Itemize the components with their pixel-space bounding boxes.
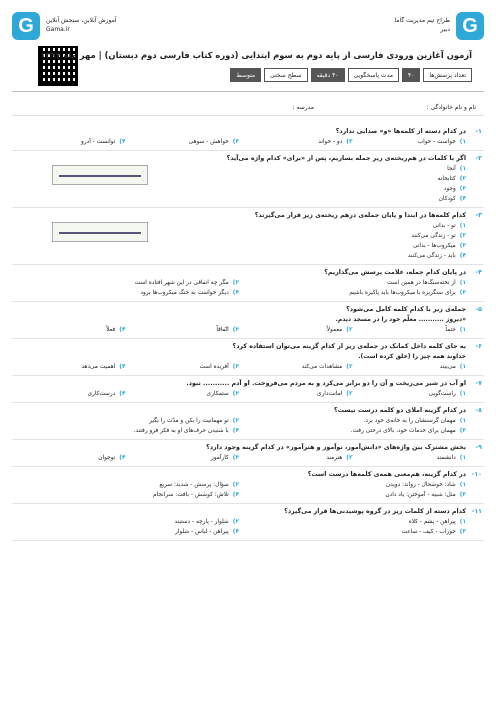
option-text: مهمان گرسنشان را به خانه‌ی خود برد. — [363, 418, 456, 424]
question-item — [12, 124, 484, 151]
option-text: آنجا — [447, 166, 456, 172]
answer-option[interactable] — [12, 194, 466, 204]
answer-option[interactable] — [12, 251, 466, 261]
question-text: بخش مشترک بین واژه‌های «دانش‌آموز، نوآموز و هنرآموز» در کدام گزینه وجود دارد؟ — [206, 444, 466, 451]
question-header — [12, 305, 484, 315]
question-item — [12, 504, 484, 541]
option-number: ۳) — [232, 455, 239, 461]
option-text: باید - زندگی می‌کنند — [407, 253, 456, 259]
option-number: ۱) — [459, 166, 466, 172]
meta-chip: سطح سختی — [264, 68, 307, 82]
answer-options — [12, 480, 484, 500]
option-number: ۳) — [232, 327, 239, 333]
option-text: تو مهمانیت را بکن و مدّت را بگیر — [149, 418, 229, 424]
question-number: ۳- — [475, 212, 482, 219]
option-number: ۴) — [119, 139, 126, 145]
answer-option[interactable] — [239, 389, 353, 399]
answer-option[interactable] — [12, 288, 239, 298]
question-text: اگر با کلمات در هم‌ریخته‌ی زیر جمله بسازیم، پس از «برای» کدام واژه می‌آید؟ — [226, 155, 466, 162]
option-number: ۱) — [459, 455, 466, 461]
option-text: معمولاً — [326, 327, 343, 333]
option-number: ۲) — [232, 280, 239, 286]
exam-header — [12, 10, 484, 92]
option-text: توانست - آدرو — [81, 139, 116, 145]
question-item — [12, 339, 484, 376]
answer-option[interactable] — [126, 137, 240, 147]
question-text: در کدام گزینه املای دو کلمه درست نیست؟ — [333, 407, 466, 414]
meta-chip: تعداد پرسش‌ها — [423, 68, 472, 82]
question-item — [12, 302, 484, 339]
answer-option[interactable] — [12, 362, 126, 372]
scrambled-words-image — [52, 165, 148, 185]
question-header — [12, 470, 484, 480]
answer-option[interactable] — [353, 453, 467, 463]
option-text: هنرمند — [326, 455, 343, 461]
option-text: شاد: خوشحال - رواند: دویدن — [385, 482, 456, 488]
option-text: پیراهن - لباس - شلوار — [175, 529, 229, 535]
answer-option[interactable] — [353, 325, 467, 335]
question-text: در کدام دسته از کلمه‌ها «و» صدایی ندارد؟ — [335, 128, 466, 135]
question-number: ۶- — [475, 343, 482, 350]
option-text: امانت‌داری — [316, 391, 343, 397]
option-number: ۴) — [232, 529, 239, 535]
option-number: ۲) — [459, 233, 466, 239]
option-text: دو - خواند — [318, 139, 343, 145]
question-text: جمله‌ی زیر با کدام کلمه کامل می‌شود؟ — [346, 306, 466, 313]
question-header — [12, 379, 484, 389]
option-number: ۴) — [119, 391, 126, 397]
answer-option[interactable] — [239, 325, 353, 335]
site-info-right — [395, 16, 450, 34]
option-number: ۳) — [232, 364, 239, 370]
question-header — [12, 443, 484, 453]
school-label: مدرسه : — [292, 104, 314, 111]
exam-title: آزمون آغازین ورودی فارسی از پایه دوم به سوم ابتدایی (دوره کتاب فارسی دوم دبستان) | مهر ماه ۱۳۹۷ — [40, 50, 472, 60]
answer-option[interactable] — [239, 480, 466, 490]
answer-option[interactable] — [126, 453, 240, 463]
question-header — [12, 507, 484, 517]
option-number: ۳) — [459, 290, 466, 296]
option-text: مگر چه اتفاقی در این شهر افتاده است — [134, 280, 229, 286]
answer-option[interactable] — [239, 137, 353, 147]
answer-options — [12, 517, 484, 537]
question-item — [12, 265, 484, 302]
option-number: ۱) — [459, 519, 466, 525]
question-text: در پایان کدام جمله، علامت پرسش می‌گذاریم؟ — [324, 269, 466, 276]
option-text: دانشمند — [436, 455, 456, 461]
option-number: ۴) — [232, 428, 239, 434]
question-header — [12, 268, 484, 278]
option-number: ۳) — [459, 492, 466, 498]
answer-option[interactable] — [239, 362, 353, 372]
option-number: ۴) — [119, 327, 126, 333]
answer-option[interactable] — [239, 278, 466, 288]
option-text: تلاش: کوشش - بافت: سرانجام — [153, 492, 229, 498]
option-text: جوراب - کیف - ساعت — [401, 529, 456, 535]
option-text: اتّفاقاً — [216, 327, 229, 333]
question-list — [12, 124, 484, 541]
site-left-line1: آموزش آنلاین، سنجش آنلاین — [46, 17, 117, 24]
question-item — [12, 208, 484, 265]
option-text: مثل: شبیه - آموختن: یاد دادن — [385, 492, 456, 498]
answer-options — [12, 389, 484, 399]
option-number: ۱) — [459, 418, 466, 424]
meta-chip: مدت پاسخگویی — [348, 68, 399, 82]
option-text: راست‌گویی — [428, 391, 456, 397]
answer-option[interactable] — [12, 137, 126, 147]
question-subtext: خداوند همه چیز را (خلق کرده است). — [358, 353, 466, 360]
answer-option[interactable] — [12, 389, 126, 399]
answer-option[interactable] — [353, 389, 467, 399]
question-number: ۸- — [475, 407, 482, 414]
option-text: کارآموز — [210, 455, 229, 461]
question-header — [12, 211, 484, 221]
answer-options — [12, 453, 484, 463]
option-text: آفریده است — [199, 364, 229, 370]
answer-options — [12, 362, 484, 372]
option-text: حتماً — [445, 327, 456, 333]
option-text: با شنیدن حرف‌های او به فکر فرو رفتند. — [133, 428, 229, 434]
answer-options — [12, 416, 484, 436]
option-text: کتابخانه — [437, 176, 456, 182]
option-number: ۲) — [232, 519, 239, 525]
option-number: ۲) — [346, 391, 353, 397]
question-number: ۱۰- — [471, 471, 482, 478]
option-text: پیراهن - پشم - کلاه — [408, 519, 456, 525]
question-header — [12, 342, 484, 352]
answer-option[interactable] — [12, 517, 239, 527]
option-number: ۳) — [232, 391, 239, 397]
option-number: ۲) — [346, 364, 353, 370]
answer-option[interactable] — [126, 389, 240, 399]
option-number: ۳) — [459, 186, 466, 192]
question-header — [12, 127, 484, 137]
meta-chip: ۴۰ دقیقه — [311, 68, 345, 82]
site-right-line2: دبیر — [440, 26, 450, 33]
option-text: خواست - خواب — [417, 139, 456, 145]
option-number: ۱) — [459, 280, 466, 286]
meta-chip: متوسط — [230, 68, 261, 82]
meta-chip: ۴۰ — [402, 68, 420, 82]
question-number: ۹- — [475, 444, 482, 451]
option-text: اهمیت می‌دهد — [81, 364, 116, 370]
option-text: میکروب‌ها - بدانی — [412, 243, 456, 249]
option-text: مشاهدات می‌کند — [301, 364, 343, 370]
option-text: سؤال: پرسش - شدید: سریع — [159, 482, 229, 488]
answer-option[interactable] — [239, 517, 466, 527]
question-header — [12, 154, 484, 164]
question-number: ۷- — [475, 380, 482, 387]
option-number: ۱) — [459, 139, 466, 145]
option-text: برای سنگریزه با میکروب‌ها باید پاکیزه باشیم — [349, 290, 456, 296]
option-number: ۴) — [119, 364, 126, 370]
question-number: ۱- — [475, 128, 482, 135]
option-number: ۴) — [119, 455, 126, 461]
option-text: کودکان — [438, 196, 456, 202]
gama-logo-left: G — [12, 12, 40, 40]
answer-option[interactable] — [12, 527, 239, 537]
question-subtext: «دیروز ........... معلّم خود را در مسجد دیدم. — [335, 316, 466, 323]
question-item — [12, 151, 484, 208]
answer-option[interactable] — [12, 426, 239, 436]
site-left-line2: Gama.ir — [46, 26, 70, 33]
question-text: او آب در شیر می‌ریخت و آن را دو برابر می‌کرد و به مردم می‌فروخت. او آدم ........... نبود. — [186, 380, 466, 387]
option-number: ۲) — [459, 176, 466, 182]
option-text: تو - بدانی — [432, 223, 456, 229]
option-number: ۱) — [459, 364, 466, 370]
option-text: از تخته‌سنگ‌ها در همین است — [387, 280, 456, 286]
option-text: ستمکاری — [206, 391, 229, 397]
answer-option[interactable] — [239, 416, 466, 426]
answer-option[interactable] — [12, 490, 239, 500]
question-header — [12, 406, 484, 416]
option-number: ۱) — [459, 391, 466, 397]
answer-option[interactable] — [12, 453, 126, 463]
answer-option[interactable] — [12, 241, 466, 251]
option-number: ۳) — [459, 529, 466, 535]
option-number: ۴) — [232, 290, 239, 296]
answer-options — [12, 137, 484, 147]
option-text: فعلاً — [106, 327, 116, 333]
question-number: ۲- — [475, 155, 482, 162]
answer-option[interactable] — [239, 453, 353, 463]
option-number: ۲) — [346, 455, 353, 461]
option-number: ۲) — [346, 327, 353, 333]
option-number: ۲) — [232, 482, 239, 488]
answer-option[interactable] — [126, 362, 240, 372]
answer-option[interactable] — [239, 426, 466, 436]
answer-option[interactable] — [12, 325, 126, 335]
option-number: ۳) — [459, 243, 466, 249]
question-number: ۴- — [475, 269, 482, 276]
question-number: ۱۱- — [471, 508, 482, 515]
option-number: ۴) — [459, 196, 466, 202]
question-item — [12, 403, 484, 440]
option-text: نوجوان — [98, 455, 116, 461]
answer-option[interactable] — [239, 527, 466, 537]
gama-logo-right: G — [456, 12, 484, 40]
answer-option[interactable] — [353, 362, 467, 372]
option-text: خواهش - سوهی — [188, 139, 229, 145]
option-number: ۳) — [459, 428, 466, 434]
question-text: کدام کلمه‌ها در ابتدا و پایان جمله‌ی درهم ریخته‌ی زیر قرار می‌گیرند؟ — [254, 212, 466, 219]
option-text: تو - زندگی می‌کنند — [411, 233, 456, 239]
question-text: به جای کلمه داخل کمانک در جمله‌ی زیر از کدام گزینه می‌توان استفاده کرد؟ — [232, 343, 466, 350]
option-text: مهمان برای خدمات خود، بالای درختی رفت. — [350, 428, 456, 434]
answer-option[interactable] — [12, 278, 239, 288]
answer-option[interactable] — [12, 480, 239, 490]
answer-option[interactable] — [12, 416, 239, 426]
answer-options — [12, 325, 484, 335]
option-number: ۱) — [459, 482, 466, 488]
site-right-line1: طراح تیم مدیریت گاما — [394, 17, 450, 24]
question-item — [12, 376, 484, 403]
option-text: درست‌کاری — [87, 391, 116, 397]
exam-meta-bar — [230, 68, 472, 82]
answer-option[interactable] — [239, 490, 466, 500]
option-text: وجود — [443, 186, 456, 192]
answer-options — [12, 278, 484, 298]
answer-option[interactable] — [353, 137, 467, 147]
option-text: دیگر خواست به جنگ میکروب‌ها برود — [140, 290, 229, 296]
question-text: کدام دسته از کلمات زیر در گروه پوشیدنی‌ها قرار می‌گیرد؟ — [284, 508, 466, 515]
answer-option[interactable] — [126, 325, 240, 335]
option-number: ۲) — [346, 139, 353, 145]
site-info-left — [46, 16, 117, 34]
option-number: ۴) — [232, 492, 239, 498]
option-number: ۲) — [232, 418, 239, 424]
scrambled-words-image — [52, 222, 148, 242]
question-text: در کدام گزینه، هم‌معنی همه‌ی کلمه‌ها درست است؟ — [307, 471, 466, 478]
option-number: ۳) — [232, 139, 239, 145]
option-text: شلوار - پارچه - دستبند — [174, 519, 229, 525]
option-number: ۱) — [459, 327, 466, 333]
question-item — [12, 467, 484, 504]
answer-option[interactable] — [239, 288, 466, 298]
question-item — [12, 440, 484, 467]
student-name-label: نام و نام خانوادگی : — [426, 104, 476, 111]
question-number: ۵- — [475, 306, 482, 313]
option-text: می‌بیند — [439, 364, 456, 370]
option-number: ۴) — [459, 253, 466, 259]
answer-option[interactable] — [12, 184, 466, 194]
student-info-row — [12, 102, 484, 116]
option-number: ۱) — [459, 223, 466, 229]
